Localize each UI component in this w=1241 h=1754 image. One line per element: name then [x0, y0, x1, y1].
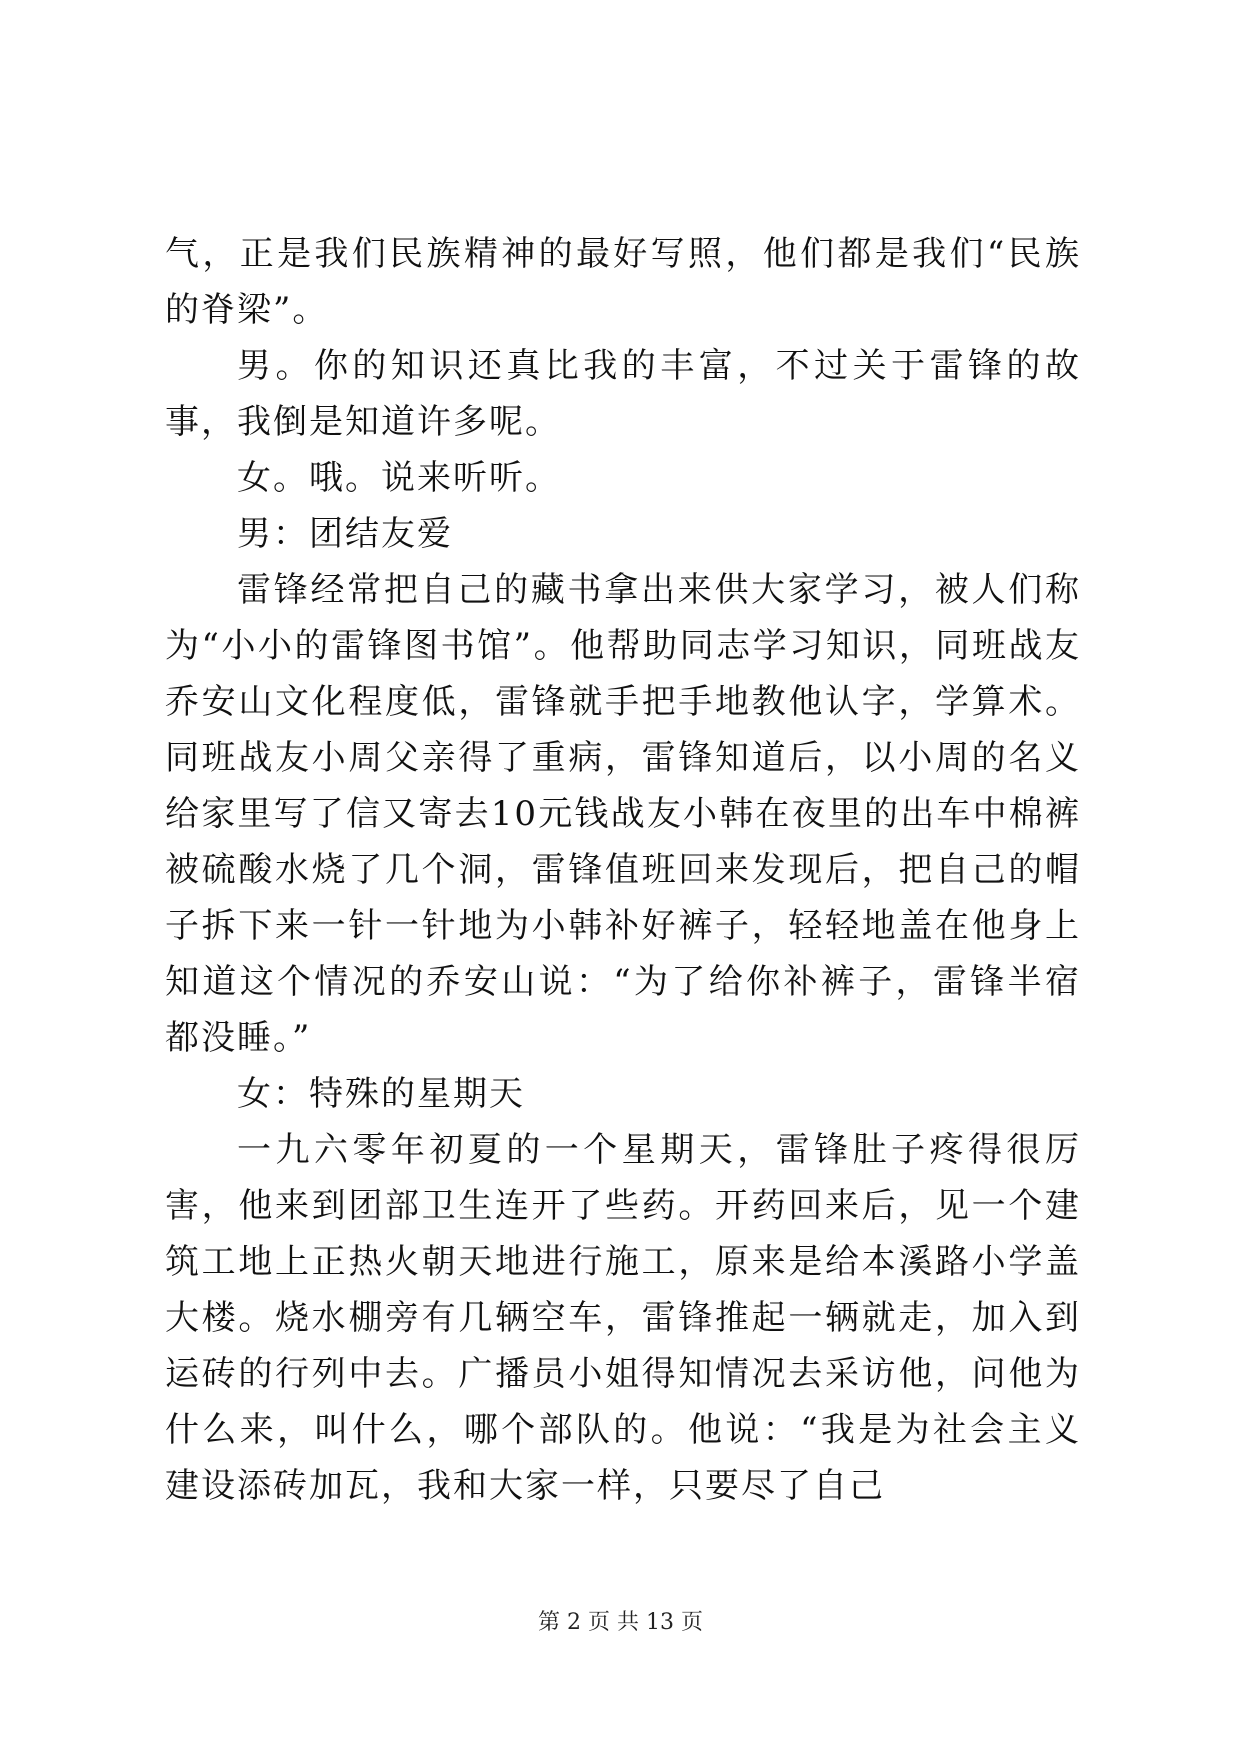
- section-heading-unity: 男：团结友爱: [237, 514, 453, 554]
- document-body: [165, 226, 1081, 1514]
- paragraph-3: 女。哦。说来听听。: [237, 458, 561, 498]
- paragraph-5: 雷锋经常把自己的藏书拿出来供大家学习，被人们称为“小小的雷锋图书馆”。他帮助同志学习知识，同班战友乔安山文化程度低，雷锋就手把手地教他认字，学算术。同班战友小周父亲得了重病，雷锋知道后，以小周的名义给家里写了信又寄去10元钱战友小韩在夜里的出车中棉裤被硫酸水烧了几个洞，雷锋值班回来发现后，把自己的帽子拆下来一针一针地为小韩补好裤子，轻轻地盖在他身上知道这个情况的乔安山说：“为了给你补裤子，雷锋半宿都没睡。”: [165, 570, 1081, 1058]
- section-heading-sunday: 女：特殊的星期天: [237, 1074, 525, 1114]
- page-footer: 第 2 页 共 13 页: [538, 1610, 703, 1635]
- paragraph-2: 男。你的知识还真比我的丰富，不过关于雷锋的故事，我倒是知道许多呢。: [165, 346, 1081, 442]
- paragraph-7: 一九六零年初夏的一个星期天，雷锋肚子疼得很厉害，他来到团部卫生连开了些药。开药回来后，见一个建筑工地上正热火朝天地进行施工，原来是给本溪路小学盖大楼。烧水棚旁有几辆空车，雷锋推起一辆就走，加入到运砖的行列中去。广播员小姐得知情况去采访他，问他为什么来，叫什么，哪个部队的。他说：“我是为社会主义建设添砖加瓦，我和大家一样，只要尽了自己: [165, 1130, 1081, 1506]
- paragraph-1: 气，正是我们民族精神的最好写照，他们都是我们“民族的脊梁”。: [165, 234, 1081, 330]
